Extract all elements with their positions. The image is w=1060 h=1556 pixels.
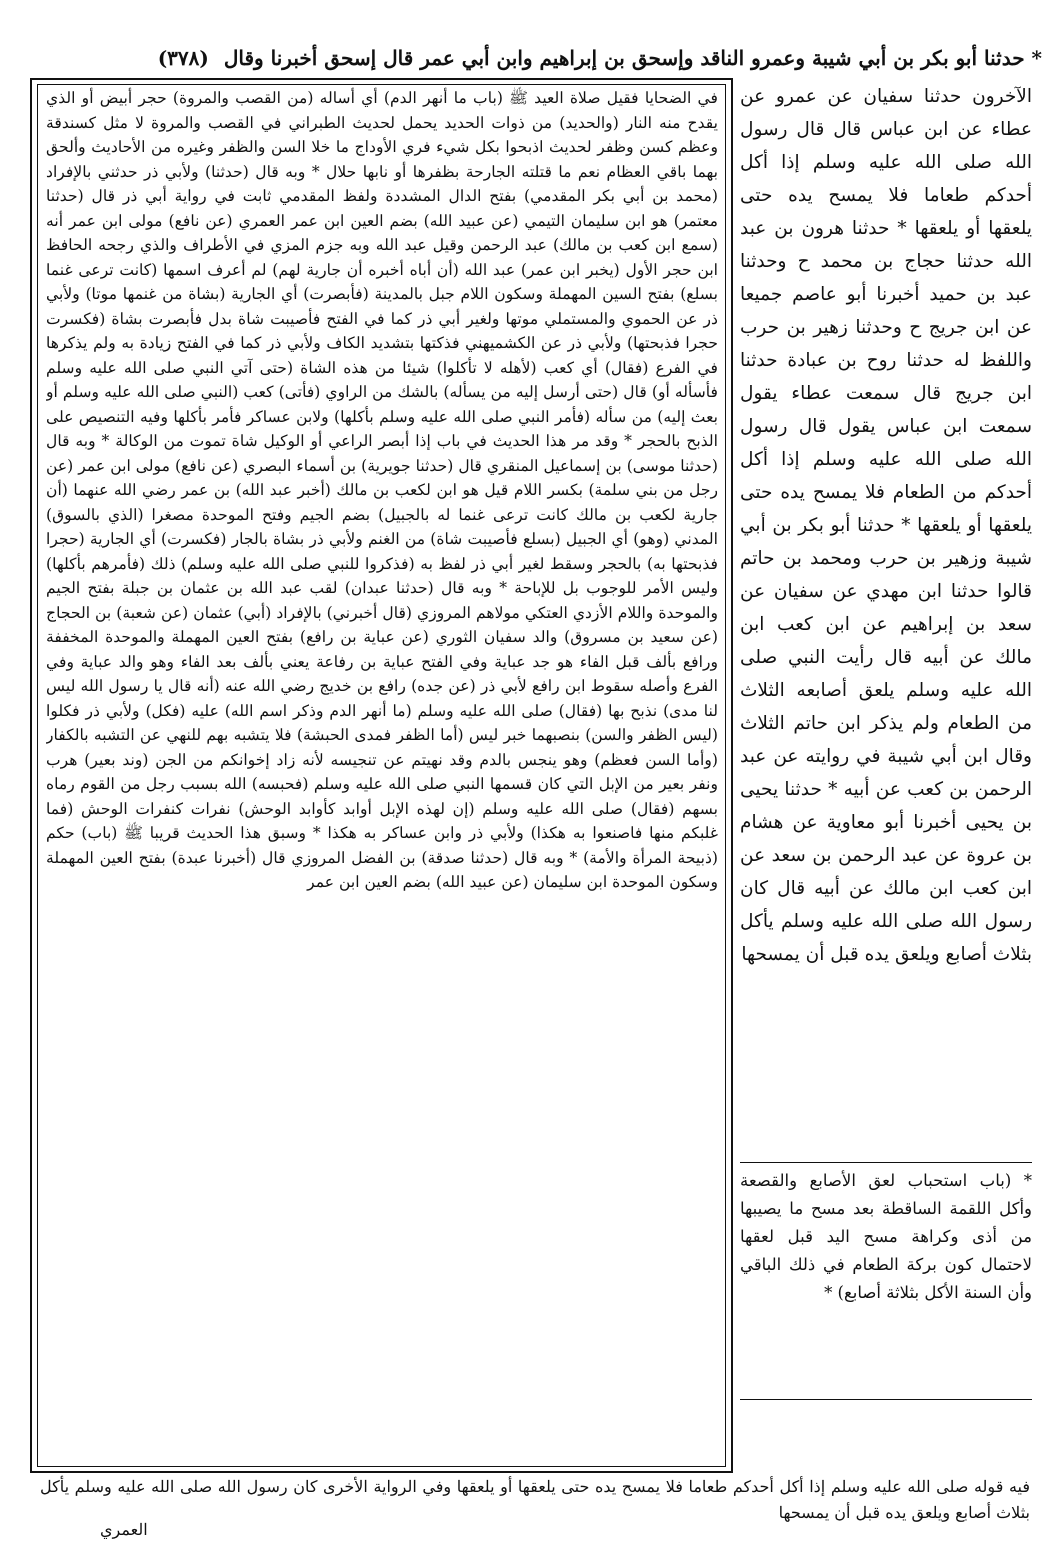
commentary-paragraph: في الضحايا فقيل صلاة العيد ﷺ (باب ما أنهر الدم) أي أساله (من القصب والمروة) حجر أبيض أو الذي يقدح منه النار (والحديد) من ذوات الحديد يحمل لحديث الطبراني في القصب والمروة لا مثل كسندقة وعظم كسن وظفر لحديث اذبحوا بكل شيء فري الأوداج ما خلا السن والظفر وغيره من الأحاديث وألحق بهما باقي العظام نعم ما قتلته الجارحة بظفرها أو نابها حلال * وبه قال (حدثنا) ولأبي ذر حدثني بالإفراد (محمد بن أبي بكر المقدمي) بفتح الدال المشددة ولفظ المقدمي ثابت في رواية أبي ذر قال (حدثنا معتمر) هو ابن سليمان التيمي (عن عبيد الله) بضم العين ابن عمر العمري (عن نافع) مولى ابن عمر أنه (سمع ابن كعب بن مالك) عبد الرحمن وقيل عبد الله وبه جزم المزي في الأطراف والذي رجحه الحافظ ابن حجر الأول (يخبر ابن عمر) عبد الله (أن أباه أخبره أن جارية لهم) لم أعرف اسمها (كانت ترعى غنما بسلع) بفتح السين المهملة وسكون اللام جبل بالمدينة (فأبصرت) أي الجارية (بشاة من غنمها موتا) ولأبي ذر عن الحموي والمستملي موتها ولغير أبي ذر كما في الفتح فأصيبت شاة بدل فأبصرت بشاة (فكسرت حجرا فذبحتها) ولأبي ذر عن الكشميهني فذكتها بتشديد الكاف ولأبي ذر كما في الفتح زيادة به ولم يذكرها في الفرع (فقال) أي كعب (لأهله لا تأكلوا) شيئا من هذه الشاة (حتى آتي النبي صلى الله عليه وسلم فأسأله أو) قال (حتى أرسل إليه من يسأله) بالشك من الراوي (فأتى) كعب (النبي صلى الله عليه وسلم أو بعث إليه) من سأله (فأمر النبي صلى الله عليه وسلم بأكلها) ولابن عساكر فأمر بأكلها وفيه التنصيص على الذبح بالحجر * وقد مر هذا الحديث في باب إذا أبصر الراعي أو الوكيل شاة تموت من الوكالة * وبه قال (حدثنا موسى) بن إسماعيل المنقري قال (حدثنا جويرية) بن أسماء البصري (عن نافع) مولى ابن عمر (عن رجل من بني سلمة) بكسر اللام قيل هو ابن لكعب بن مالك (أخبر عبد الله) بن عمر رضي الله عنهما (أن جارية لكعب بن مالك كانت ترعى غنما له بالجبيل) بضم الجيم وفتح الموحدة مصغرا (الذي بالسوق) المدني (وهو) أي الجبيل (بسلع فأصيبت شاة) من الغنم ولأبي ذر بشاة بالجار (فكسرت) أي الجارية (حجرا فذبحتها به) بالحجر وسقط لغير أبي ذر لفظ به (فذكروا للنبي صلى الله عليه وسلم) ذلك (فأمرهم بأكلها) وليس الأمر للوجوب بل للإباحة * وبه قال (حدثنا عبدان) لقب عبد الله بن عثمان بن جبلة بفتح الجيم والموحدة واللام الأزدي العتكي مولاهم المروزي (قال أخبرني) بالإفراد (أبي) عثمان (عن شعبة) بن الحجاج (عن سعيد بن مسروق) والد سفيان الثوري (عن عباية بن رافع) بفتح العين المهملة والموحدة المخففة ورافع بألف قبل الفاء هو جد عباية وفي الفتح عباية بن رفاعة يعني بألف بعد الفاء وهو والد عباية وفي الفرع وأصله سقوط ابن رافع لأبي ذر (عن جده) رافع بن خديج رضي الله عنه (أنه قال يا رسول الله ليس لنا مدى) نذبح بها (فقال) صلى الله عليه وسلم (ما أنهر الدم وذكر اسم الله) عليه (فكل) ولأبي ذر فكلوا (ليس الظفر والسن) بنصبهما خبر ليس (أما الظفر فمدى الحبشة) فلا يتشبه بهم للنهي عن التشبه بالكفار (وأما السن فعظم) وهو ينجس بالدم وقد نهيتم عن تنجيسه لأنه زاد إخوانكم من الجن (وند بعير) هرب ونفر بعير من الإبل التي كان قسمها النبي صلى الله عليه وسلم (فحبسه) الله بسبب رجل من القوم رماه بسهم (فقال) صلى الله عليه وسلم (إن لهذه الإبل أوابد كأوابد الوحش) نفرات كنفرات الوحش (فما غلبكم منها فاصنعوا به هكذا) ولأبي ذر وابن عساكر به هكذا * وسبق هذا الحديث قريبا ﷺ (باب) حكم (ذبيحة المرأة والأمة) * وبه قال (حدثنا صدقة) بن الفضل المروزي قال (أخبرنا عبدة) بفتح العين المهملة وسكون الموحدة ابن سليمان (عن عبيد الله) بضم العين ابن عمر — [46, 89, 718, 891]
page-number: (٣٧٨) — [157, 46, 209, 70]
page-header — [30, 40, 1042, 76]
hadith-text: الآخرون حدثنا سفيان عن عمرو عن عطاء عن ابن عباس قال قال رسول الله صلى الله عليه وسلم إذا أكل أحدكم طعاما فلا يمسح يده حتى يلعقها أو يلعقها * حدثنا هرون بن عبد الله حدثنا حجاج بن محمد ح وحدثنا عبد بن حميد أخبرنا أبو عاصم جميعا عن ابن جريج ح وحدثنا زهير بن حرب واللفظ له حدثنا روح بن عبادة حدثنا ابن جريج قال سمعت عطاء يقول سمعت ابن عباس يقول قال رسول الله صلى الله عليه وسلم إذا أكل أحدكم من الطعام فلا يمسح يده حتى يلعقها أو يلعقها * حدثنا أبو بكر بن أبي شيبة وزهير بن حرب ومحمد بن حاتم قالوا حدثنا ابن مهدي عن سفيان عن سعد بن إبراهيم عن ابن كعب ابن مالك عن أبيه قال رأيت النبي صلى الله عليه وسلم يلعق أصابعه الثلاث من الطعام ولم يذكر ابن حاتم الثلاث وقال ابن أبي شيبة في روايته عن عبد الرحمن بن كعب عن أبيه * حدثنا يحيى بن يحيى أخبرنا أبو معاوية عن هشام بن عروة عن عبد الرحمن بن سعد عن ابن كعب ابن مالك عن أبيه قال كان رسول الله صلى الله عليه وسلم يأكل بثلاث أصابع ويلعق يده قبل أن يمسحها — [740, 86, 1032, 965]
footnote-text: فيه قوله صلى الله عليه وسلم إذا أكل أحدكم طعاما فلا يمسح يده حتى يلعقها أو يلعقها وفي الرواية الأخرى كان رسول الله صلى الله عليه وسلم يأكل بثلاث أصابع ويلعق يده قبل أن يمسحها — [40, 1477, 1030, 1522]
header-text: * حدثنا أبو بكر بن أبي شيبة وعمرو الناقد وإسحق بن إبراهيم وابن أبي عمر قال إسحق أخبرنا وقال — [223, 46, 1042, 70]
commentary-text-block — [46, 86, 718, 1464]
section-divider — [740, 1399, 1032, 1400]
chapter-heading-note: * (باب استحباب لعق الأصابع والقصعة وأكل اللقمة الساقطة بعد مسح ما يصيبها من أذى وكراهة مسح اليد قبل لعقها لاحتمال كون بركة الطعام في ذلك الباقي وأن السنة الأكل بثلاثة أصابع) * — [740, 1171, 1032, 1302]
catchword: العمري — [100, 1520, 148, 1539]
hadith-side-column — [740, 80, 1032, 1470]
section-divider — [740, 1162, 1032, 1163]
